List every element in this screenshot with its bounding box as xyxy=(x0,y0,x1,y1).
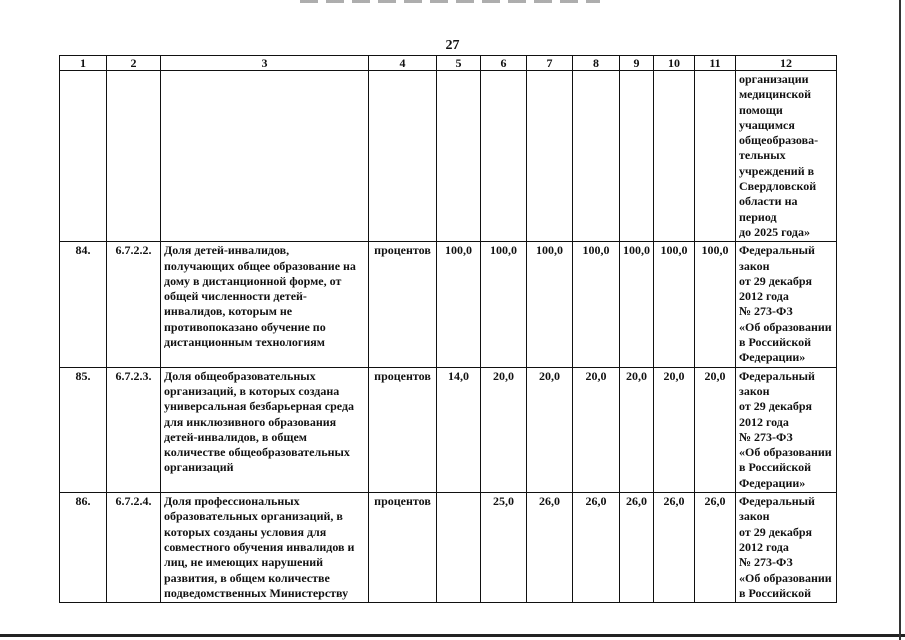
header-cell: 11 xyxy=(695,56,736,71)
value-cell: 100,0 xyxy=(437,242,481,367)
text-line: «Об образовании xyxy=(739,445,832,460)
text-line: для инклюзивного образования xyxy=(164,414,337,429)
header-cell: 12 xyxy=(736,56,837,71)
row-number: 85. xyxy=(60,367,107,492)
scan-artifact-right xyxy=(899,0,901,640)
indicator-table xyxy=(59,55,837,603)
text-line: Доля профессиональных xyxy=(164,494,300,509)
text-line: № 273-ФЗ xyxy=(739,304,793,319)
text-line: развития, в общем количестве xyxy=(164,570,330,585)
text-line: Федерации» xyxy=(739,350,806,365)
continuation-row xyxy=(60,71,837,242)
text-line: области на xyxy=(739,194,798,209)
text-line: от 29 декабря xyxy=(739,399,813,414)
empty-cell xyxy=(481,71,527,242)
text-line: 2012 года xyxy=(739,539,789,554)
empty-cell xyxy=(60,71,107,242)
table-row xyxy=(60,493,837,603)
indicator-code: 6.7.2.4. xyxy=(107,493,161,603)
header-cell: 2 xyxy=(107,56,161,71)
text-line: в Российской xyxy=(739,335,811,350)
empty-cell xyxy=(527,71,573,242)
unit-cell: процентов xyxy=(369,367,437,492)
text-line: Федеральный xyxy=(739,368,815,383)
value-cell: 26,0 xyxy=(695,493,736,603)
text-line: инвалидов, которым не xyxy=(164,304,293,319)
value-cell: 100,0 xyxy=(527,242,573,367)
text-line: помощи xyxy=(739,102,783,117)
value-cell: 100,0 xyxy=(695,242,736,367)
source-cell xyxy=(736,493,837,603)
text-line: 2012 года xyxy=(739,414,789,429)
text-line: универсальная безбарьерная среда xyxy=(164,399,355,414)
text-line: «Об образовании xyxy=(739,319,832,334)
text-line: учреждений в xyxy=(739,163,815,178)
header-cell: 3 xyxy=(161,56,369,71)
text-line: противопоказано обучение по xyxy=(164,319,326,334)
empty-cell xyxy=(107,71,161,242)
text-line: дистанционным технологиям xyxy=(164,335,325,350)
text-line: Федерации» xyxy=(739,475,806,490)
value-cell: 20,0 xyxy=(527,367,573,492)
source-cell xyxy=(736,367,837,492)
text-line: закон xyxy=(739,509,770,524)
value-cell: 26,0 xyxy=(654,493,695,603)
text-line: в Российской xyxy=(739,460,811,475)
header-cell: 9 xyxy=(620,56,654,71)
text-line: образовательных организаций, в xyxy=(164,509,343,524)
value-cell: 20,0 xyxy=(573,367,620,492)
text-line: Доля детей-инвалидов, xyxy=(164,243,290,258)
text-line: период xyxy=(739,209,777,224)
text-line: подведомственных Министерству xyxy=(164,585,349,600)
text-line: организаций, в которых создана xyxy=(164,383,340,398)
header-cell: 7 xyxy=(527,56,573,71)
indicator-name xyxy=(161,367,369,492)
continuation-source-cell xyxy=(736,71,837,242)
scan-artifact-top xyxy=(300,0,600,3)
value-cell: 14,0 xyxy=(437,367,481,492)
text-line: от 29 декабря xyxy=(739,524,813,539)
text-line: в Российской xyxy=(739,585,811,600)
value-cell: 25,0 xyxy=(481,493,527,603)
value-cell xyxy=(437,493,481,603)
text-line: 2012 года xyxy=(739,289,789,304)
value-cell: 26,0 xyxy=(573,493,620,603)
header-cell: 5 xyxy=(437,56,481,71)
text-line: до 2025 года» xyxy=(739,224,810,239)
value-cell: 20,0 xyxy=(481,367,527,492)
table-row xyxy=(60,367,837,492)
text-line: закон xyxy=(739,383,770,398)
header-cell: 1 xyxy=(60,56,107,71)
text-line: № 273-ФЗ xyxy=(739,429,793,444)
text-line: тельных xyxy=(739,148,786,163)
value-cell: 20,0 xyxy=(620,367,654,492)
text-line: Свердловской xyxy=(739,179,817,194)
row-number: 86. xyxy=(60,493,107,603)
indicator-code: 6.7.2.2. xyxy=(107,242,161,367)
text-line: «Об образовании xyxy=(739,570,832,585)
text-line: Федеральный xyxy=(739,243,815,258)
header-row xyxy=(60,56,837,71)
text-line: организации xyxy=(739,72,809,86)
header-cell: 6 xyxy=(481,56,527,71)
empty-cell xyxy=(573,71,620,242)
text-line: Доля общеобразовательных xyxy=(164,368,316,383)
text-line: закон xyxy=(739,258,770,273)
value-cell: 26,0 xyxy=(527,493,573,603)
header-cell: 4 xyxy=(369,56,437,71)
value-cell: 100,0 xyxy=(654,242,695,367)
text-line: которых созданы условия для xyxy=(164,524,327,539)
unit-cell: процентов xyxy=(369,242,437,367)
row-number: 84. xyxy=(60,242,107,367)
text-line: общей численности детей- xyxy=(164,289,307,304)
text-line: организаций xyxy=(164,460,234,475)
text-line: количестве общеобразовательных xyxy=(164,445,350,460)
value-cell: 100,0 xyxy=(481,242,527,367)
text-line: Федеральный xyxy=(739,494,815,509)
text-line: медицинской xyxy=(739,87,812,102)
source-cell xyxy=(736,242,837,367)
value-cell: 100,0 xyxy=(620,242,654,367)
text-line: № 273-ФЗ xyxy=(739,555,793,570)
empty-cell xyxy=(437,71,481,242)
value-cell: 26,0 xyxy=(620,493,654,603)
value-cell: 100,0 xyxy=(573,242,620,367)
text-line: общеобразова- xyxy=(739,133,819,148)
text-line: учащимся xyxy=(739,117,795,132)
indicator-code: 6.7.2.3. xyxy=(107,367,161,492)
text-line: лиц, не имеющих нарушений xyxy=(164,555,324,570)
unit-cell: процентов xyxy=(369,493,437,603)
empty-cell xyxy=(620,71,654,242)
text-line: от 29 декабря xyxy=(739,273,813,288)
indicator-name xyxy=(161,242,369,367)
header-cell: 10 xyxy=(654,56,695,71)
empty-cell xyxy=(369,71,437,242)
indicator-name xyxy=(161,493,369,603)
value-cell: 20,0 xyxy=(654,367,695,492)
empty-cell xyxy=(161,71,369,242)
empty-cell xyxy=(695,71,736,242)
text-line: совместного обучения инвалидов и xyxy=(164,539,355,554)
text-line: детей-инвалидов, в общем xyxy=(164,429,307,444)
text-line: получающих общее образование на xyxy=(164,258,356,273)
text-line: дому в дистанционной форме, от xyxy=(164,273,342,288)
page-number: 27 xyxy=(445,38,460,53)
table-row xyxy=(60,242,837,367)
empty-cell xyxy=(654,71,695,242)
scan-artifact-bottom xyxy=(0,634,905,637)
value-cell: 20,0 xyxy=(695,367,736,492)
header-cell: 8 xyxy=(573,56,620,71)
